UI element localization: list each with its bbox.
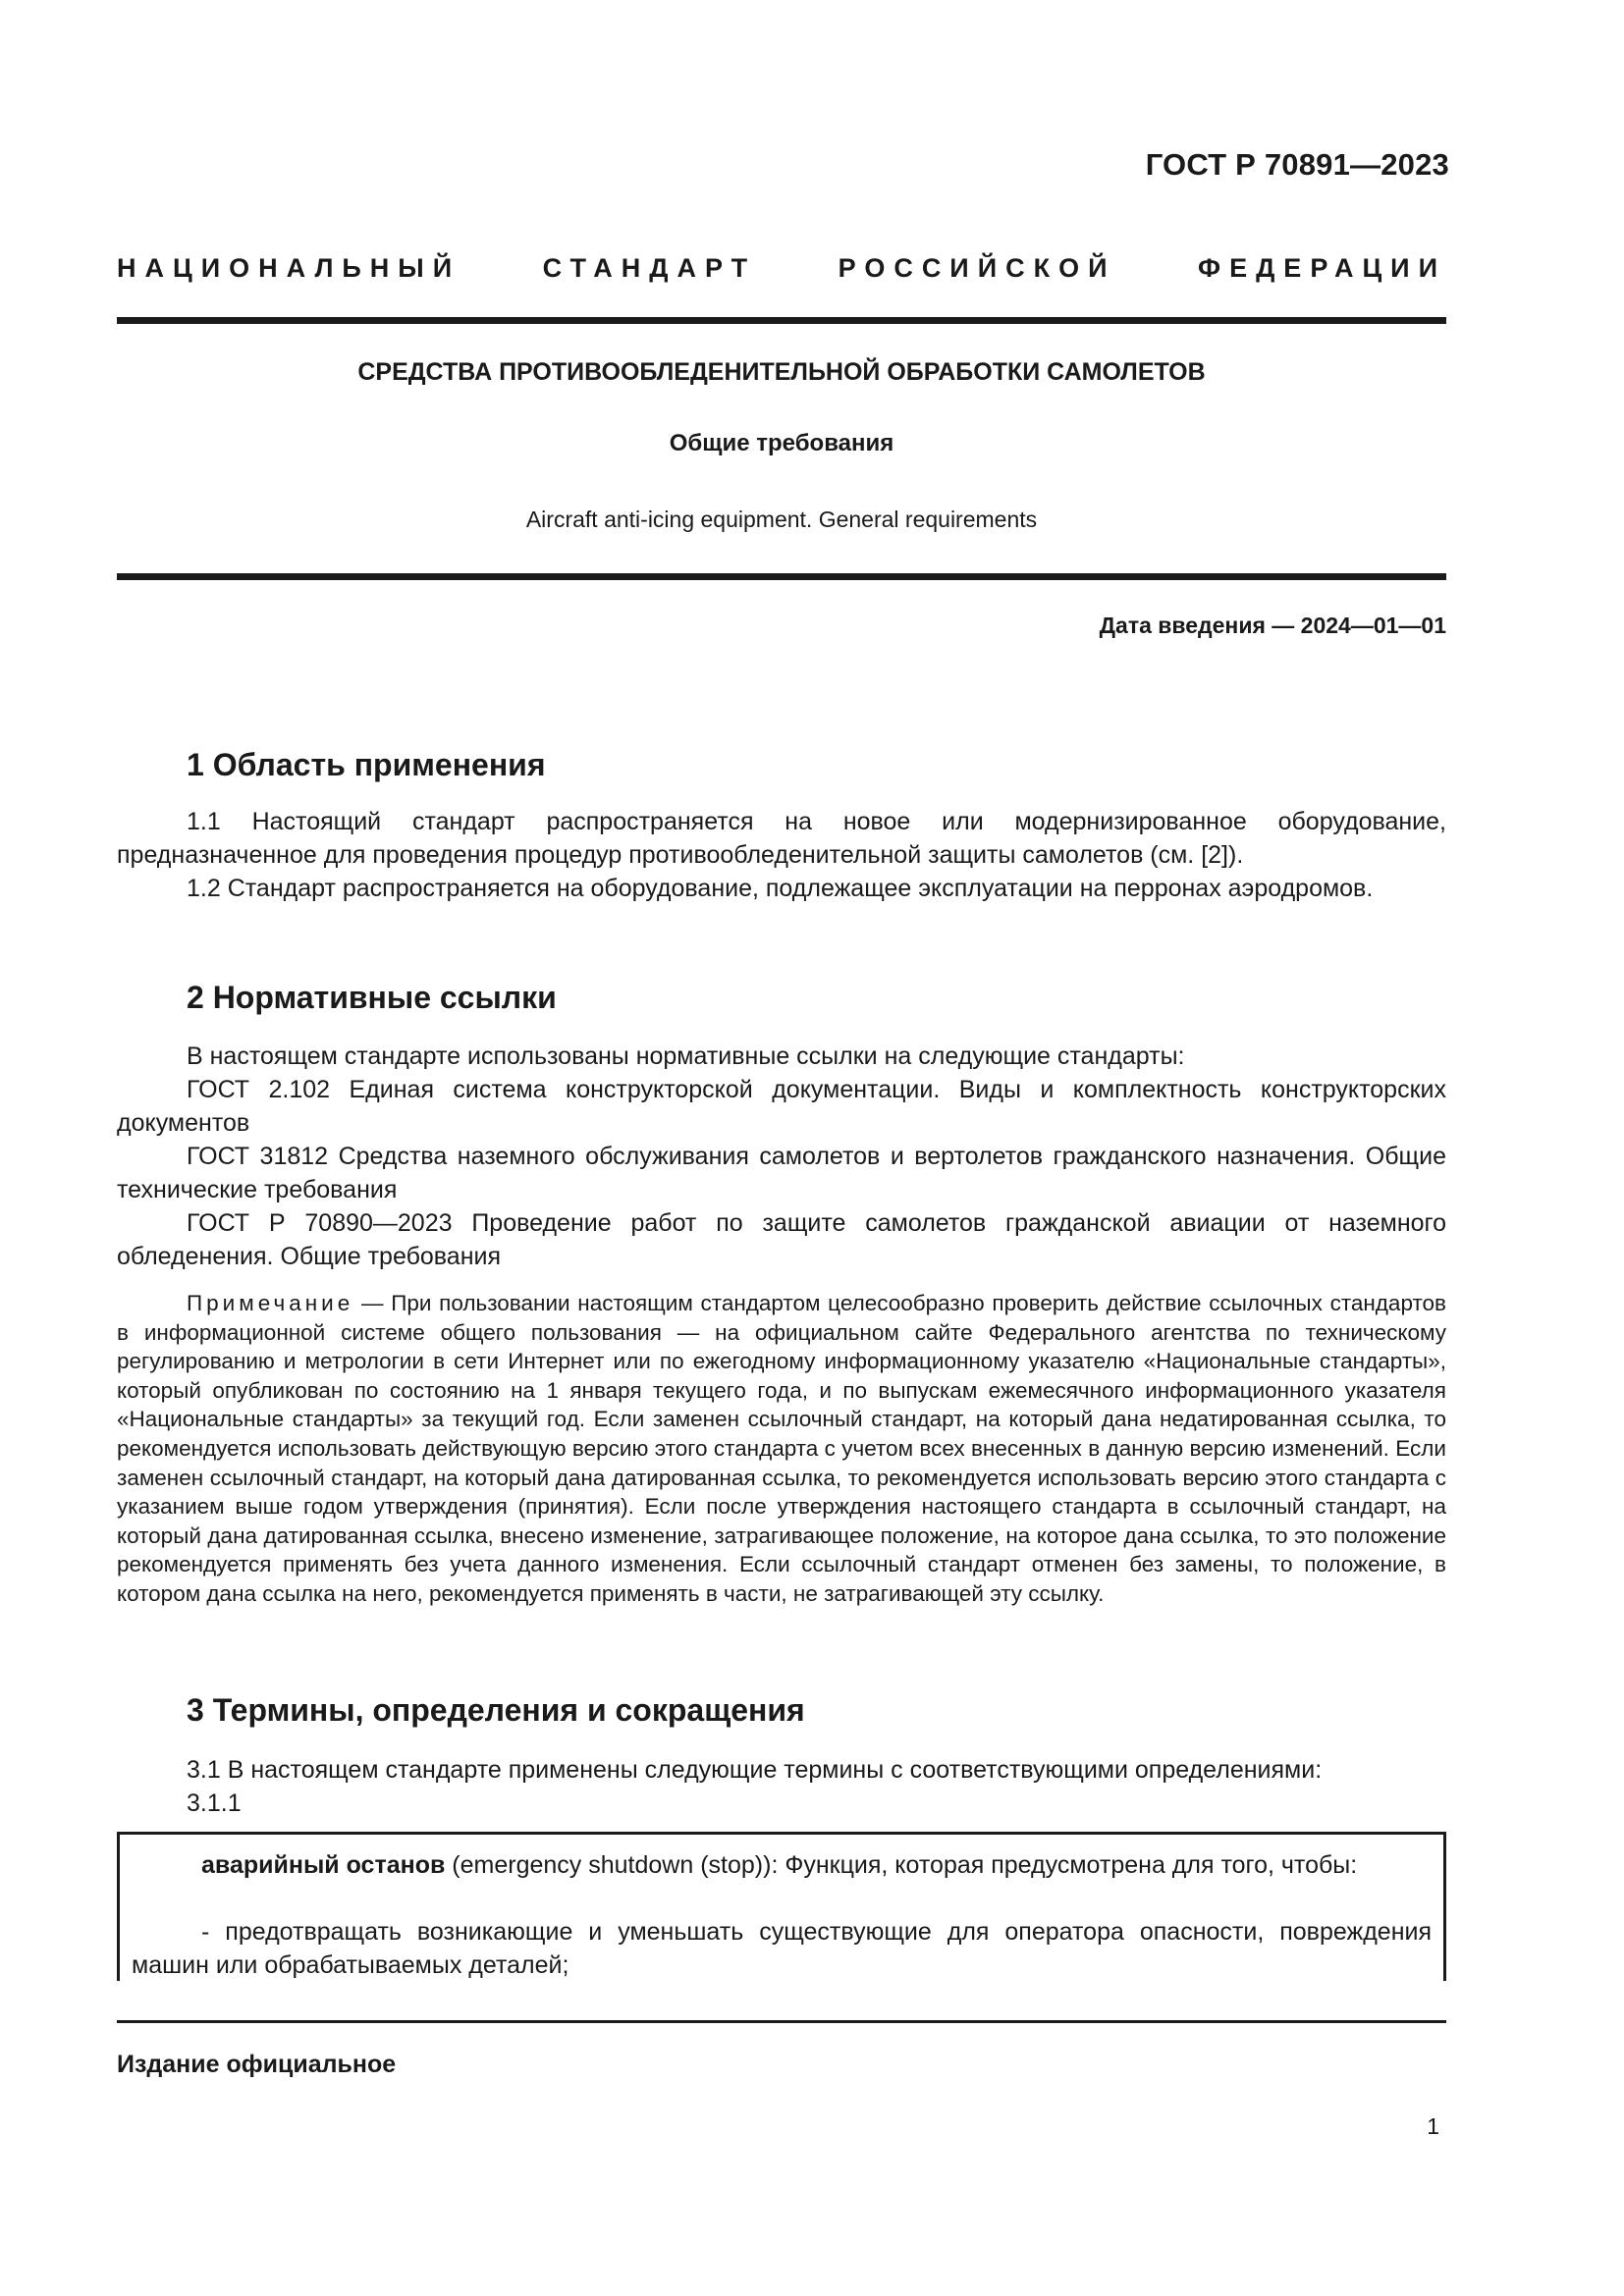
section-2-heading: 2 Нормативные ссылки bbox=[187, 980, 557, 1015]
note-label: Примечание bbox=[187, 1291, 354, 1315]
title-rule bbox=[117, 573, 1446, 580]
term-definition-text: (emergency shutdown (stop)): Функция, которая предусмотрена для того, чтобы: bbox=[445, 1851, 1358, 1879]
term-name: аварийный останов bbox=[201, 1851, 446, 1879]
introduction-date: Дата введения — 2024—01—01 bbox=[1099, 613, 1446, 638]
reference-item: ГОСТ 31812 Средства наземного обслуживания самолетов и вертолетов гражданского назначения. Общие технические требования bbox=[117, 1143, 1446, 1203]
document-subtitle: Общие требования bbox=[669, 430, 894, 456]
section-1-heading: 1 Область применения bbox=[187, 747, 546, 782]
document-title: СРЕДСТВА ПРОТИВООБЛЕДЕНИТЕЛЬНОЙ ОБРАБОТКИ САМОЛЕТОВ bbox=[357, 358, 1206, 386]
term-number: 3.1.1 bbox=[187, 1789, 242, 1817]
national-standard-banner: НАЦИОНАЛЬНЫЙ СТАНДАРТ РОССИЙСКОЙ ФЕДЕРАЦИИ bbox=[117, 253, 1446, 283]
note-text: — При пользовании настоящим стандартом целесообразно проверить действие ссылочных стандартов в информационной системе общего пользования — на официальном сайте Федерального агентства по техническому регулированию и метрологии в сети Интернет или по ежегодному информационному указателю «Национальные стандарты», который опубликован по состоянию на 1 января текущего года, и по выпускам ежемесячного информационного указателя «Национальные стандарты» за текущий год. Если заменен ссылочный стандарт, на который дана недатированная ссылка, то рекомендуется использовать действующую версию этого стандарта с учетом всех внесенных в данную версию изменений. Если заменен ссылочный стандарт, на который дана датированная ссылка, то рекомендуется использовать версию этого стандарта с указанием выше годом утверждения (принятия). Если после утверждения настоящего стандарта в ссылочный стандарт, на который дана датированная ссылка, внесено изменение, затрагивающее положение, на которое дана ссылка, то это положение рекомендуется применять без учета данного изменения. Если ссылочный стандарт отменен без замены, то положение, в котором дана ссылка на него, рекомендуется применять в части, не затрагивающей эту ссылку. bbox=[117, 1291, 1446, 1606]
reference-item: ГОСТ 2.102 Единая система конструкторской документации. Виды и комплектность конструкторских документов bbox=[117, 1076, 1446, 1137]
paragraph-1-1: 1.1 Настоящий стандарт распространяется на новое или модернизированное оборудование, предназначенное для проведения процедур противообледенительной защиты самолетов (см. [2]). bbox=[117, 808, 1446, 869]
paragraph-3-1: 3.1 В настоящем стандарте применены следующие термины с соответствующими определениями: bbox=[187, 1756, 1323, 1784]
header-rule bbox=[117, 317, 1446, 324]
footer-rule bbox=[117, 2020, 1446, 2023]
english-title: Aircraft anti-icing equipment. General requirements bbox=[525, 507, 1038, 532]
term-definition bbox=[132, 1848, 1432, 1882]
paragraph-1-2: 1.2 Стандарт распространяется на оборудование, подлежащее эксплуатации на перронах аэродромов. bbox=[187, 875, 1374, 902]
references-intro: В настоящем стандарте использованы нормативные ссылки на следующие стандарты: bbox=[187, 1042, 1185, 1070]
section-3-heading: 3 Термины, определения и сокращения bbox=[187, 1692, 805, 1728]
term-definition-box bbox=[117, 1832, 1446, 1981]
term-list-item: - предотвращать возникающие и уменьшать существующие для оператора опасности, повреждения машин или обрабатываемых деталей; bbox=[132, 1918, 1432, 1979]
reference-item: ГОСТ Р 70890—2023 Проведение работ по защите самолетов гражданской авиации от наземного обледенения. Общие требования bbox=[117, 1209, 1446, 1270]
page-number: 1 bbox=[1427, 2113, 1439, 2139]
references-note bbox=[117, 1289, 1446, 1609]
edition-label: Издание официальное bbox=[117, 2051, 397, 2078]
document-number: ГОСТ Р 70891—2023 bbox=[1145, 147, 1449, 182]
